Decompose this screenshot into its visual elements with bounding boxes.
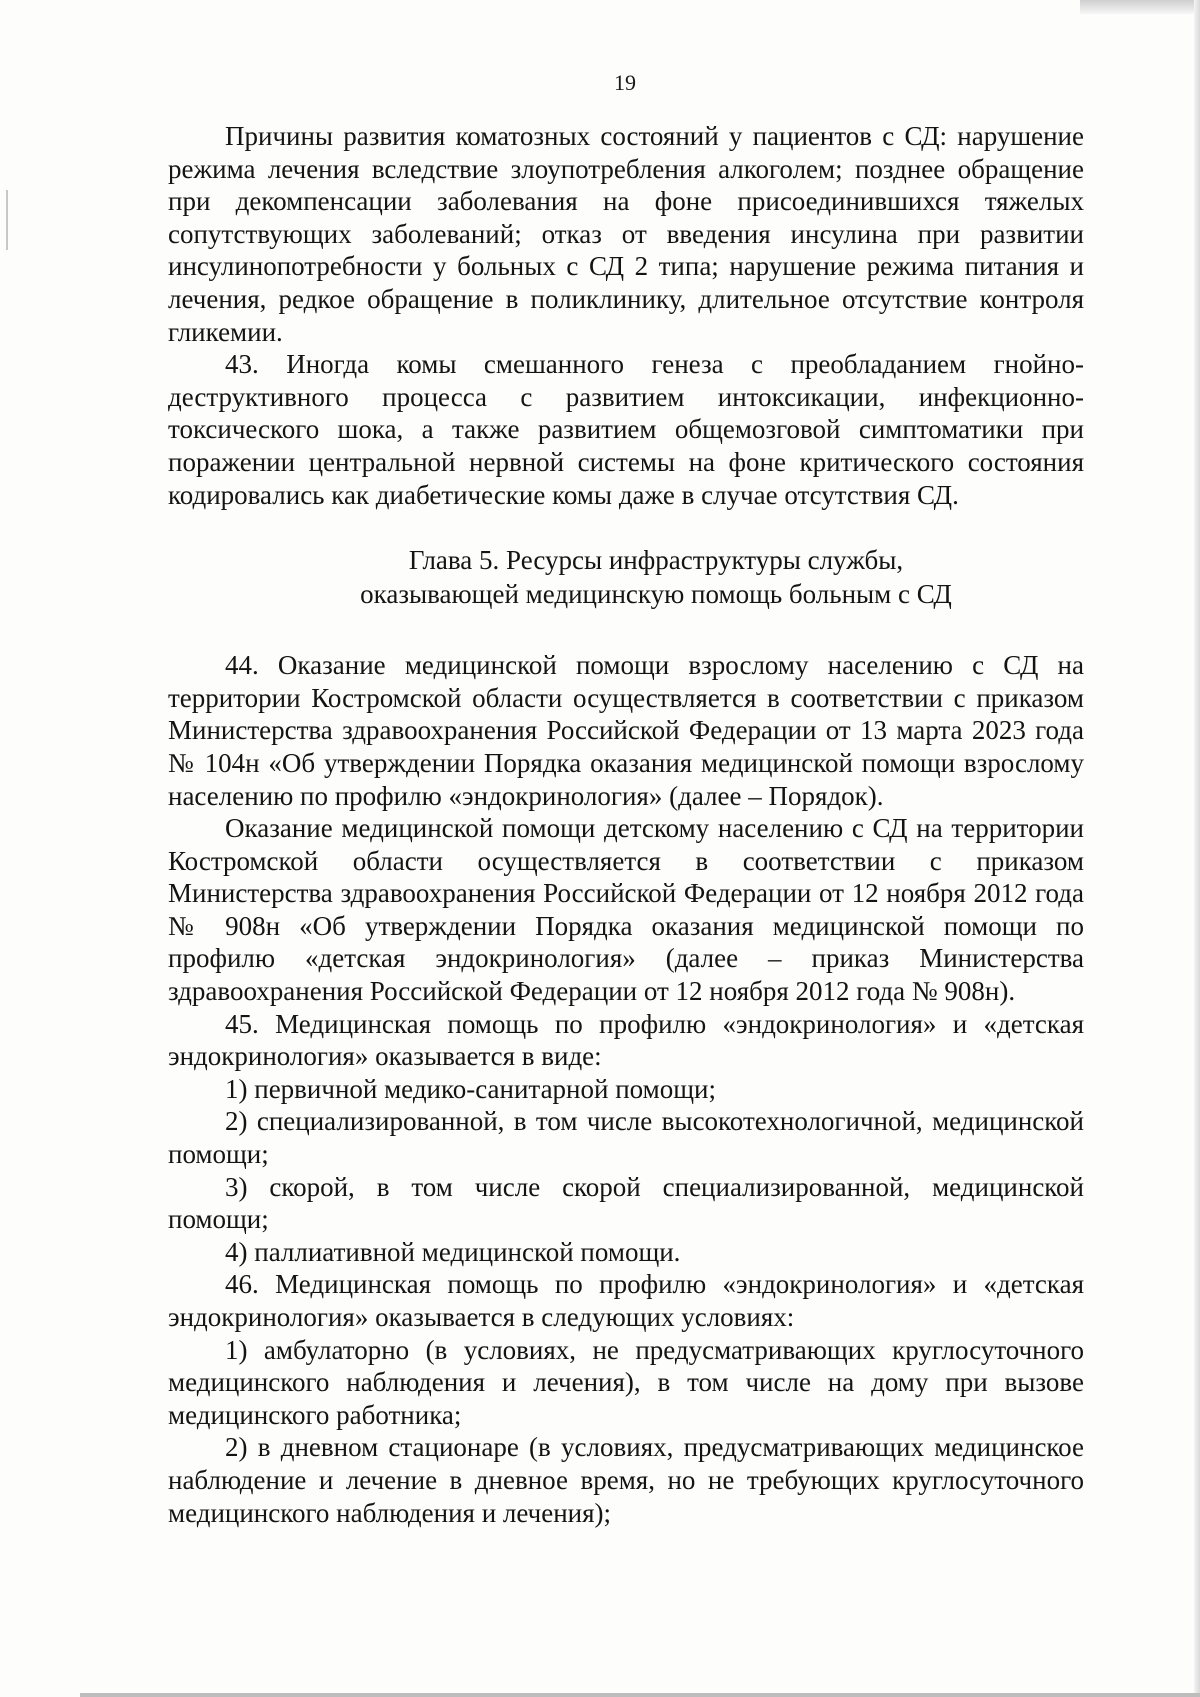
list-item-45-3: 3) скорой, в том числе скорой специализированной, медицинской помощи; [168, 1171, 1084, 1235]
chapter-heading [168, 543, 1084, 611]
list-item-45-1: 1) первичной медико-санитарной помощи; [225, 1073, 716, 1104]
scan-mark [6, 190, 8, 250]
document-body [168, 120, 1084, 1529]
paragraph-43: 43. Иногда комы смешанного генеза с преобладанием гнойно-деструктивного процесса с развитием интоксикации, инфекционно-токсического шока, а также развитием общемозговой симптоматики при поражении центральной нервной системы на фоне критического состояния кодировались как диабетические комы даже в случае отсутствия СД. [168, 349, 1084, 510]
paragraph-44: 44. Оказание медицинской помощи взрослому населению с СД на территории Костромской области осуществляется в соответствии с приказом Министерства здравоохранения Российской Федерации от 13 марта 2023 года № 104н «Об утверждении Порядка оказания медицинской помощи взрослому населению по профилю «эндокринология» (далее – Порядок). [168, 650, 1084, 811]
list-item-45-2: 2) специализированной, в том числе высокотехнологичной, медицинской помощи; [168, 1106, 1084, 1170]
paragraph-44-children: Оказание медицинской помощи детскому населению с СД на территории Костромской области осуществляется в соответствии с приказом Министерства здравоохранения Российской Федерации от 12 ноября 2012 года № 908н «Об утверждении Порядка оказания медицинской помощи по профилю «детская эндокринология» (далее – приказ Министерства здравоохранения Российской Федерации от 12 ноября 2012 года № 908н). [168, 813, 1084, 1007]
page-number: 19 [614, 70, 636, 95]
paragraph-45: 45. Медицинская помощь по профилю «эндокринология» и «детская эндокринология» оказывается в виде: [168, 1008, 1084, 1072]
list-item-45-4: 4) паллиативной медицинской помощи. [225, 1236, 681, 1267]
scan-edge-bottom [80, 1693, 1200, 1697]
paragraph-46: 46. Медицинская помощь по профилю «эндокринология» и «детская эндокринология» оказывается в следующих условиях: [168, 1269, 1084, 1332]
paragraph-coma-causes: Причины развития коматозных состояний у пациентов с СД: нарушение режима лечения вследствие злоупотребления алкоголем; позднее обращение при декомпенсации заболевания на фоне присоединившихся тяжелых сопутствующих заболеваний; отказ от введения инсулина при развитии инсулинопотребности у больных с СД 2 типа; нарушение режима питания и лечения, редкое обращение в поликлинику, длительное отсутствие контроля гликемии. [168, 121, 1084, 347]
scan-edge-top [1080, 0, 1200, 14]
chapter-heading-line-2: оказывающей медицинскую помощь больным с СД [360, 579, 952, 610]
chapter-heading-line-1: Глава 5. Ресурсы инфраструктуры службы, [408, 545, 904, 576]
list-item-46-1: 1) амбулаторно (в условиях, не предусматривающих круглосуточного медицинского наблюдения и лечения), в том числе на дому при вызове медицинского работника; [168, 1334, 1084, 1430]
scan-edge-right [1194, 0, 1200, 1697]
list-item-46-2: 2) в дневном стационаре (в условиях, предусматривающих медицинское наблюдение и лечение в дневное время, но не требующих круглосуточного медицинского наблюдения и лечения); [168, 1432, 1084, 1528]
